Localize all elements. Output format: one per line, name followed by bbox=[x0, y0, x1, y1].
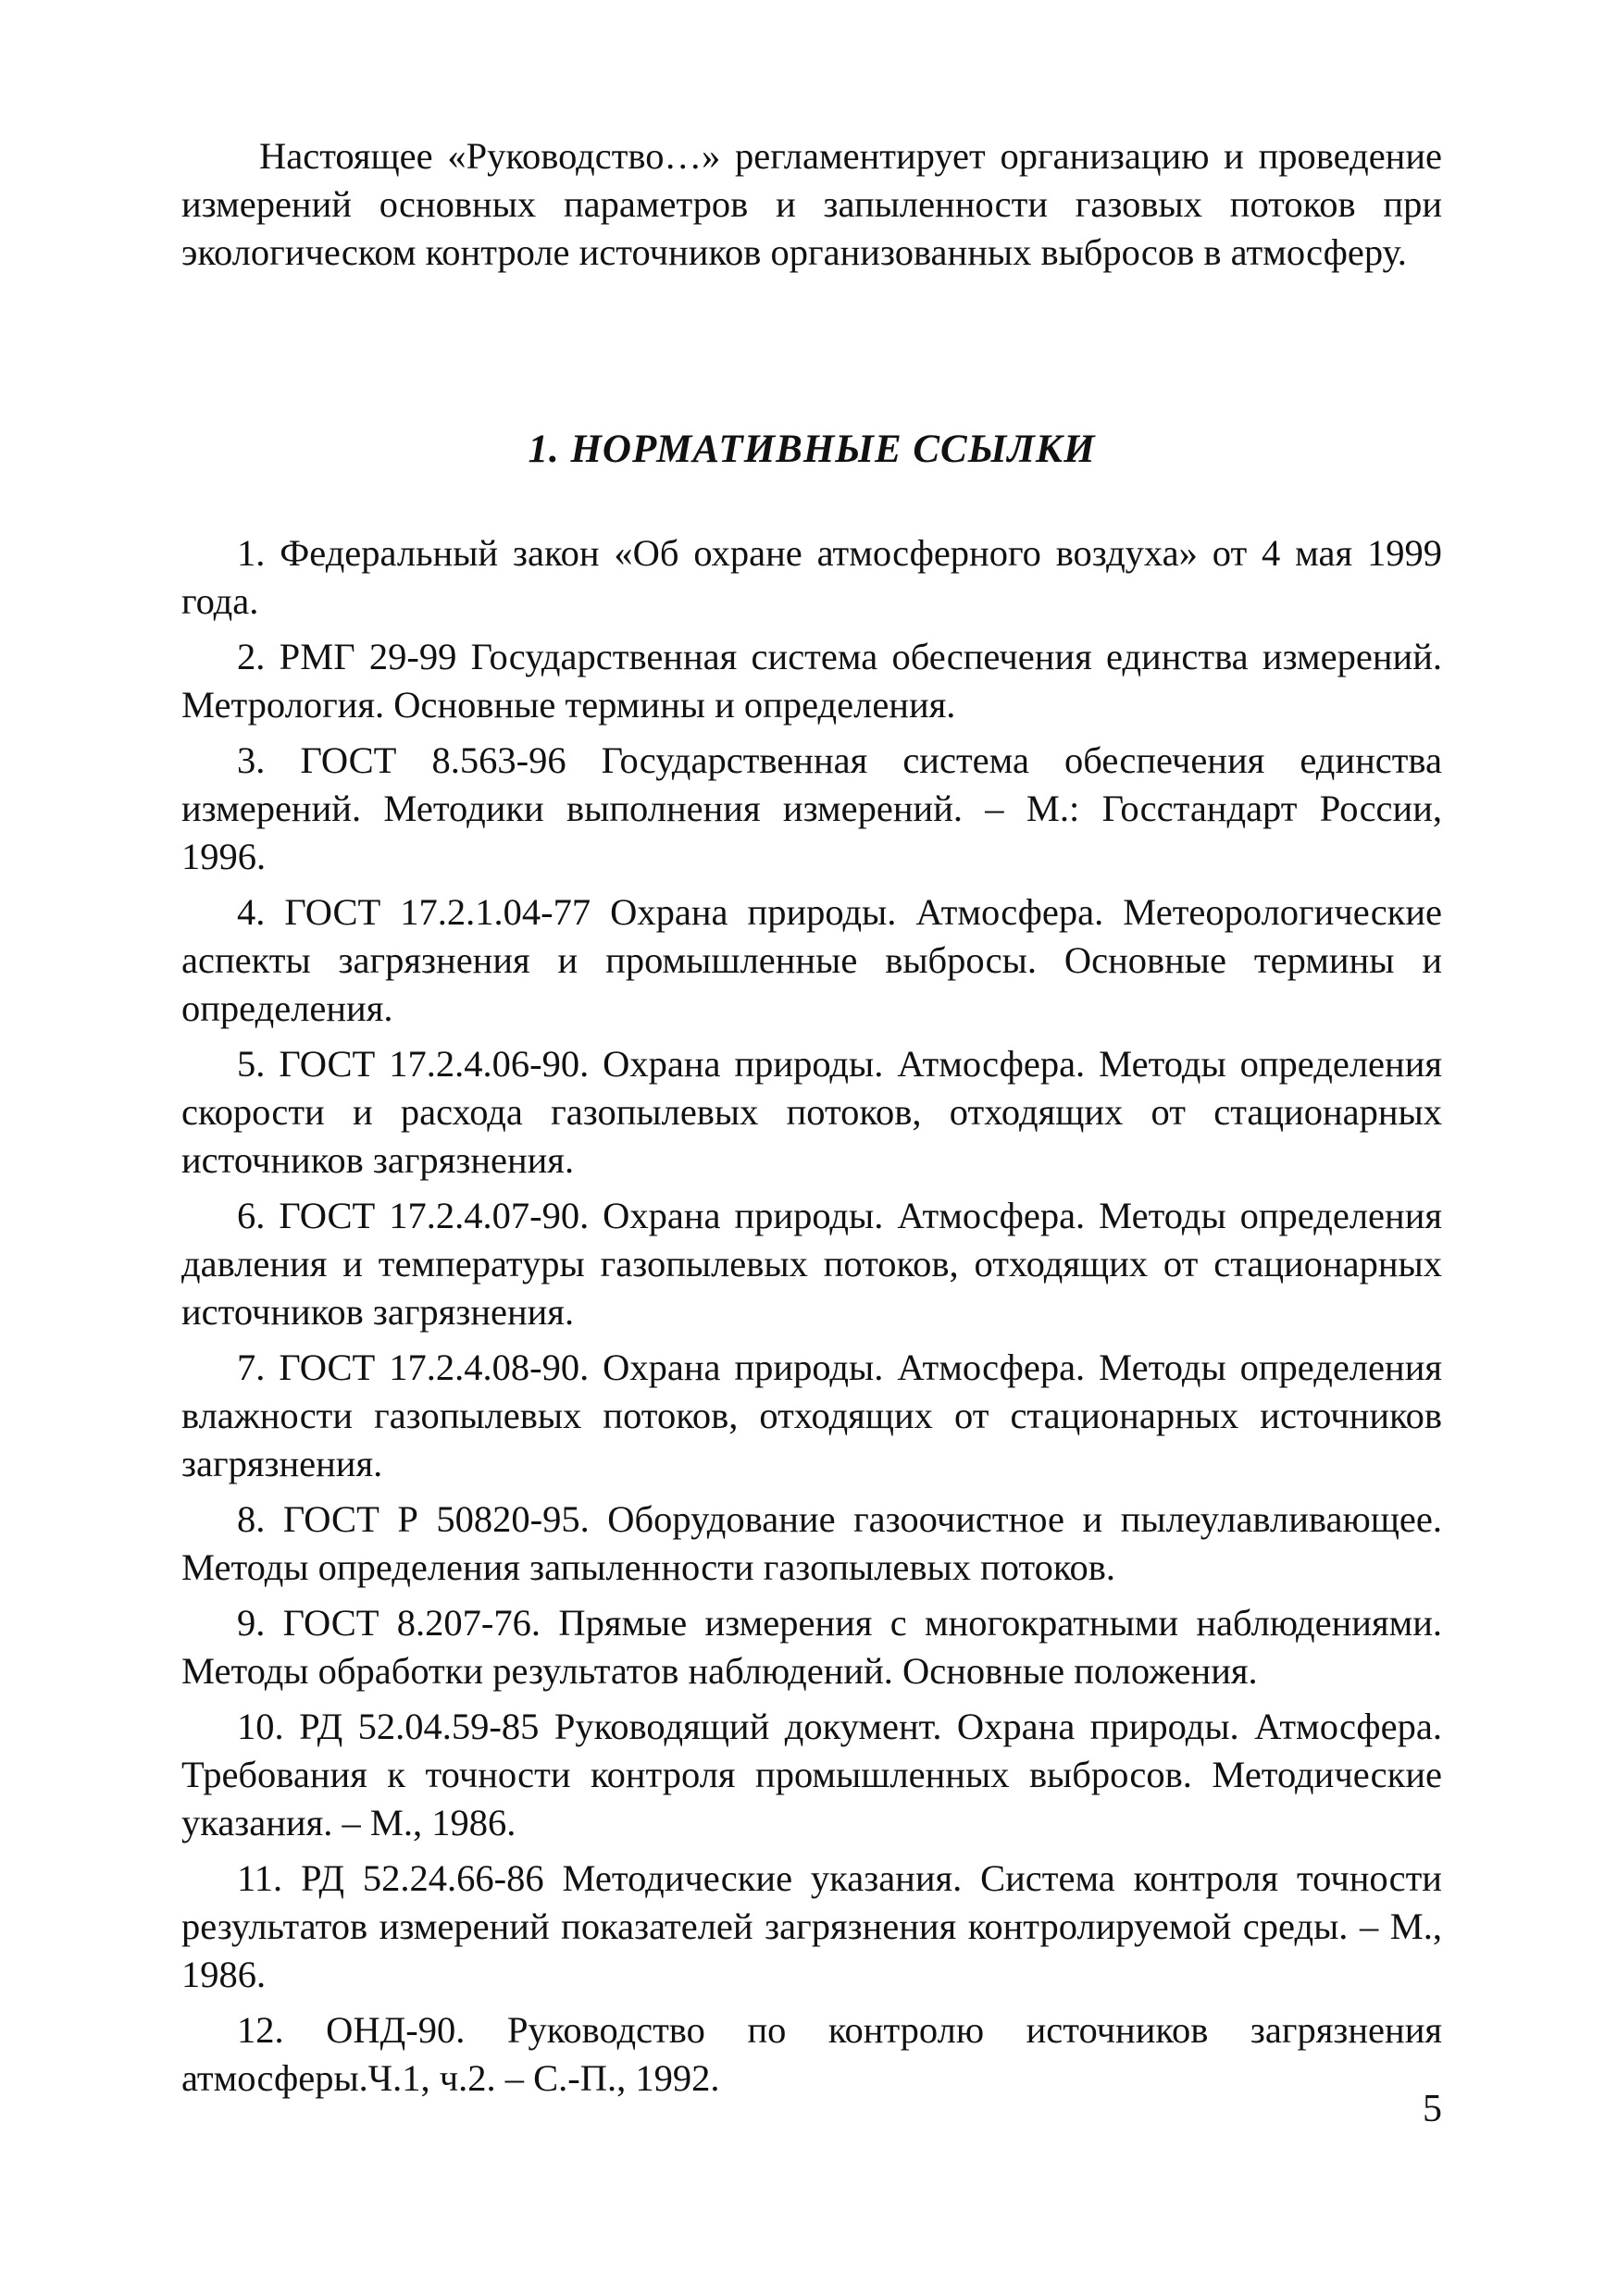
reference-item: 12. ОНД-90. Руководство по контролю источников загрязнения атмосферы.Ч.1, ч.2. – С.-П., 1992. bbox=[181, 2009, 1442, 2099]
reference-item: 5. ГОСТ 17.2.4.06-90. Охрана природы. Атмосфера. Методы определения скорости и расхода газопылевых потоков, отходящих от стационарных источников загрязнения. bbox=[181, 1043, 1442, 1181]
reference-item: 9. ГОСТ 8.207-76. Прямые измерения с многократными наблюдениями. Методы обработки результатов наблюдений. Основные положения. bbox=[181, 1602, 1442, 1692]
reference-item: 6. ГОСТ 17.2.4.07-90. Охрана природы. Атмосфера. Методы определения давления и температуры газопылевых потоков, отходящих от стационарных источников загрязнения. bbox=[181, 1195, 1442, 1333]
references-list bbox=[181, 529, 1442, 2110]
reference-item: 3. ГОСТ 8.563-96 Государственная система обеспечения единства измерений. Методики выполнения измерений. – М.: Госстандарт России, 1996. bbox=[181, 739, 1442, 877]
section-title: 1. НОРМАТИВНЫЕ ССЫЛКИ bbox=[528, 428, 1096, 471]
reference-item: 7. ГОСТ 17.2.4.08-90. Охрана природы. Атмосфера. Методы определения влажности газопылевых потоков, отходящих от стационарных источников загрязнения. bbox=[181, 1347, 1442, 1484]
reference-item: 1. Федеральный закон «Об охране атмосферного воздуха» от 4 мая 1999 года. bbox=[181, 532, 1442, 622]
reference-item: 4. ГОСТ 17.2.1.04-77 Охрана природы. Атмосфера. Метеорологические аспекты загрязнения и промышленные выбросы. Основные термины и определения. bbox=[181, 891, 1442, 1029]
reference-item: 11. РД 52.24.66-86 Методические указания. Система контроля точности результатов измерений показателей загрязнения контролируемой среды. – М., 1986. bbox=[181, 1857, 1442, 1995]
reference-item: 10. РД 52.04.59-85 Руководящий документ. Охрана природы. Атмосфера. Требования к точности контроля промышленных выбросов. Методические указания. – М., 1986. bbox=[181, 1706, 1442, 1843]
intro-paragraph: Настоящее «Руководство…» регламентирует организацию и проведение измерений основных параметров и запыленности газовых потоков при экологическом контроле источников организованных выбросов в атмосферу. bbox=[181, 135, 1442, 273]
reference-item: 8. ГОСТ Р 50820-95. Оборудование газоочистное и пылеулавливающее. Методы определения запыленности газопылевых потоков. bbox=[181, 1498, 1442, 1588]
reference-item: 2. РМГ 29-99 Государственная система обеспечения единства измерений. Метрология. Основные термины и определения. bbox=[181, 636, 1442, 726]
page-number: 5 bbox=[1423, 2088, 1442, 2130]
